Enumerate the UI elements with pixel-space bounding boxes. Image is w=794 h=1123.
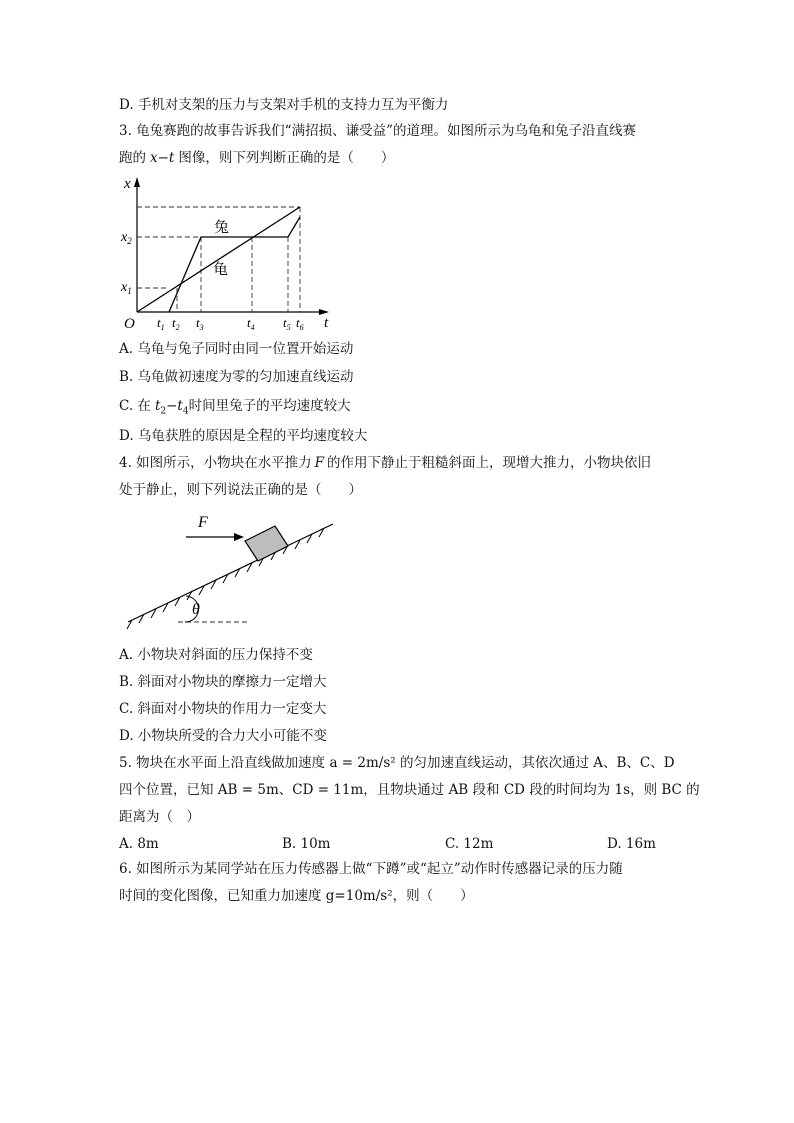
q3-stem-line2: 跑的 x−t 图像，则下列判断正确的是（ ）: [119, 150, 395, 166]
q3-option-a: A. 乌龟与兔子同时由同一位置开始运动: [119, 341, 354, 357]
q3-option-d: D. 乌龟获胜的原因是全程的平均速度较大: [119, 428, 368, 444]
rabbit-label: 兔: [214, 220, 230, 236]
q4-option-c: C. 斜面对小物块的作用力一定变大: [119, 701, 327, 717]
incline-surface: [128, 524, 333, 622]
x2-label: $x_2$: [121, 230, 132, 246]
origin-label: O: [124, 316, 135, 332]
t-axis-label: t: [324, 315, 329, 331]
q5-stem-line2: 四个位置，已知 AB = 5m、CD = 11m，且物块通过 AB 段和 CD 段的时间均为 1s，则 BC 的: [119, 782, 700, 798]
q5-option-d: D. 16m: [607, 836, 656, 852]
q6-stem-line1: 6. 如图所示为某同学站在压力传感器上做“下蹲”或“起立”动作时传感器记录的压力随: [119, 861, 623, 877]
q4-option-b: B. 斜面对小物块的摩擦力一定增大: [119, 674, 327, 690]
block: [245, 526, 288, 561]
turtle-label: 龟: [213, 262, 229, 278]
q3-option-b: B. 乌龟做初速度为零的匀加速直线运动: [119, 369, 354, 385]
q6-stem-line2: 时间的变化图像，已知重力加速度 g=10m/s²，则（ ）: [119, 888, 474, 904]
q4-stem-line2: 处于静止，则下列说法正确的是（ ）: [119, 482, 362, 498]
q5-stem-line3: 距离为（ ）: [119, 809, 200, 825]
t3-label: $t_3$: [196, 315, 204, 332]
q5-stem-line1: 5. 物块在水平面上沿直线做加速度 a = 2m/s² 的匀加速直线运动，其依次通过 A、B、C、D: [119, 755, 675, 771]
force-label: F: [198, 514, 208, 531]
x-axis-arrow: [134, 177, 140, 187]
q3-option-c: C. 在 $t_2-t_4$时间里兔子的平均速度较大: [119, 398, 351, 417]
q3-xt-variable: x−t: [150, 150, 175, 166]
q4-incline-figure: [120, 505, 340, 635]
force-arrow-head: [234, 533, 244, 541]
incline-hatching: [127, 528, 324, 629]
t1-label: $t_1$: [157, 315, 165, 332]
q2-option-d: D. 手机对支架的压力与支架对手机的支持力互为平衡力: [119, 97, 449, 113]
t5-label: $t_5$: [283, 315, 291, 332]
q3-stem-line1: 3. 龟兔赛跑的故事告诉我们“满招损、谦受益”的道理。如图所示为乌龟和兔子沿直线赛: [119, 123, 636, 139]
angle-label: θ: [192, 601, 200, 618]
q4-option-d: D. 小物块所受的合力大小可能不变: [119, 728, 327, 744]
t4-label: $t_4$: [247, 315, 255, 332]
q3-xt-graph: [115, 170, 345, 335]
q5-option-b: B. 10m: [282, 836, 331, 852]
t2-label: $t_2$: [172, 315, 180, 332]
x-axis-label: x: [124, 176, 131, 192]
rabbit-line: [169, 217, 300, 312]
q5-option-a: A. 8m: [119, 836, 159, 852]
t6-label: $t_6$: [296, 315, 304, 332]
q4-stem-line1: 4. 如图所示，小物块在水平推力 F 的作用下静止于粗糙斜面上，现增大推力，小物块依旧: [119, 455, 652, 471]
q4-option-a: A. 小物块对斜面的压力保持不变: [119, 647, 313, 663]
x1-label: $x_1$: [121, 280, 132, 296]
q5-option-c: C. 12m: [445, 836, 494, 852]
